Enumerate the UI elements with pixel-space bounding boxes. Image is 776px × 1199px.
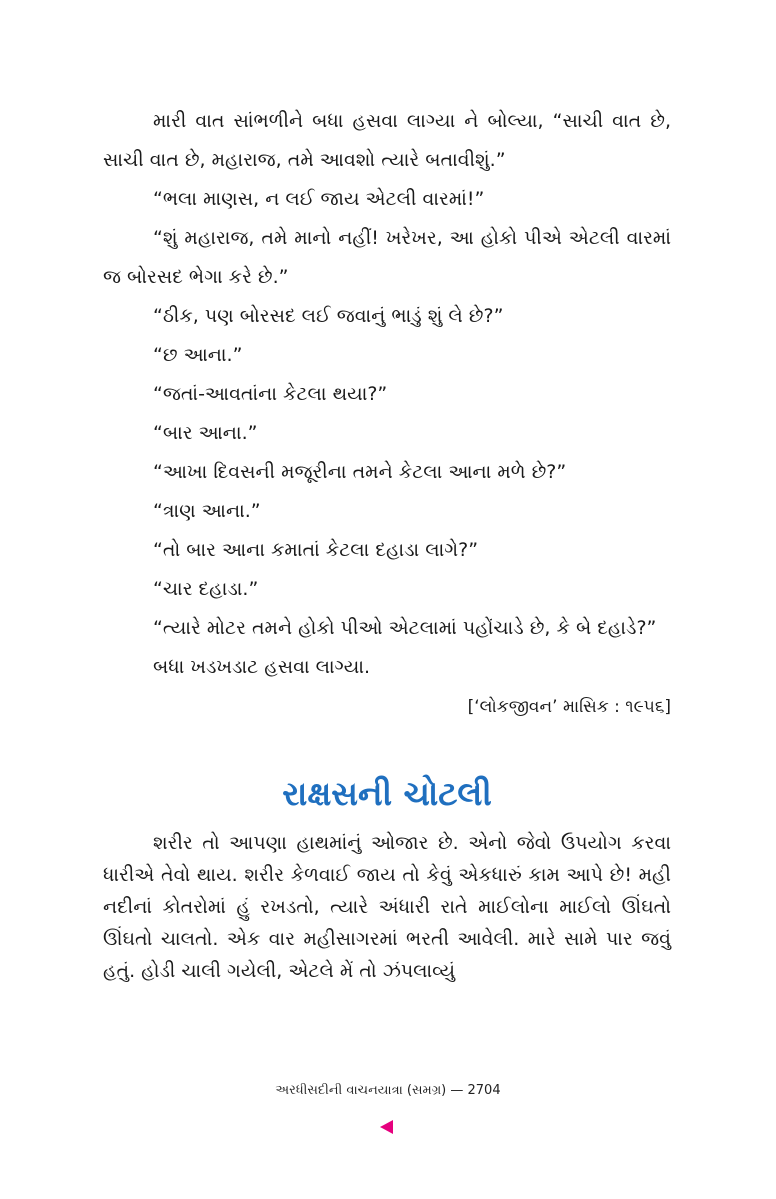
paragraph-1: મારી વાત સાંભળીને બધા હસવા લાગ્યા ને બોલ્યા, “સાચી વાત છે, સાચી વાત છે, મહારાજ, તમે આવશો ત્યારે બતાવીશું.” xyxy=(103,110,671,171)
paragraph-8: “આખા દિવસની મજૂરીના તમને કેટલા આના મળે છે?” xyxy=(153,461,567,483)
paragraph-5: “છ આના.” xyxy=(153,344,243,366)
paragraph-7: “બાર આના.” xyxy=(153,422,258,444)
paragraph-12: “ત્યારે મોટર તમને હોકો પીઓ એટલામાં પહોંચાડે છે, કે બે દહાડે?” xyxy=(153,617,657,639)
paragraph-4: “ઠીક, પણ બોરસદ લઈ જવાનું ભાડું શું લે છે?” xyxy=(153,305,504,327)
section-paragraph: શરીર તો આપણા હાથમાંનું ઓજાર છે. એનો જેવો ઉપયોગ કરવા ધારીએ તેવો થાય. શરીર કેળવાઈ જાય તો કેવું એકધારું કામ આપે છે! મહી નદીનાં કોતરોમાં હું રખડતો, ત્યારે અંધારી રાતે માઈલોના માઈલો ઊંઘતો ઊંઘતો ચાલતો. એક વાર મહીસાગરમાં ભરતી આવેલી. મારે સામે પાર જવું હતું. હોડી ચાલી ગયેલી, એટલે મેં તો ઝંપલાવ્યું xyxy=(103,832,671,982)
paragraph-6: “જતાં-આવતાંના કેટલા થયા?” xyxy=(153,383,388,405)
paragraph-13: બધા ખડખડાટ હસવા લાગ્યા. xyxy=(153,656,371,678)
paragraph-2: “ભલા માણસ, ન લઈ જાય એટલી વારમાં!” xyxy=(153,188,485,210)
paragraph-9: “ત્રાણ આના.” xyxy=(153,500,261,522)
page-footer: અરધીસદીની વાચનયાત્રા (સમગ્ર) — 2704 xyxy=(275,1083,501,1098)
paragraph-11: “ચાર દહાડા.” xyxy=(153,578,259,600)
page-content xyxy=(103,102,671,987)
source-citation: [‘લોકજીવન’ માસિક : ૧૯૫૬] xyxy=(467,697,671,717)
paragraph-3: “શું મહારાજ, તમે માનો નહીં! ખરેખર, આ હોકો પીએ એટલી વારમાં જ બોરસદ ભેગા કરે છે.” xyxy=(103,227,671,288)
triangle-left-icon[interactable] xyxy=(380,1120,393,1134)
paragraph-10: “તો બાર આના કમાતાં કેટલા દહાડા લાગે?” xyxy=(153,539,479,561)
section-heading: રાક્ષસની ચોટલી xyxy=(282,774,492,813)
